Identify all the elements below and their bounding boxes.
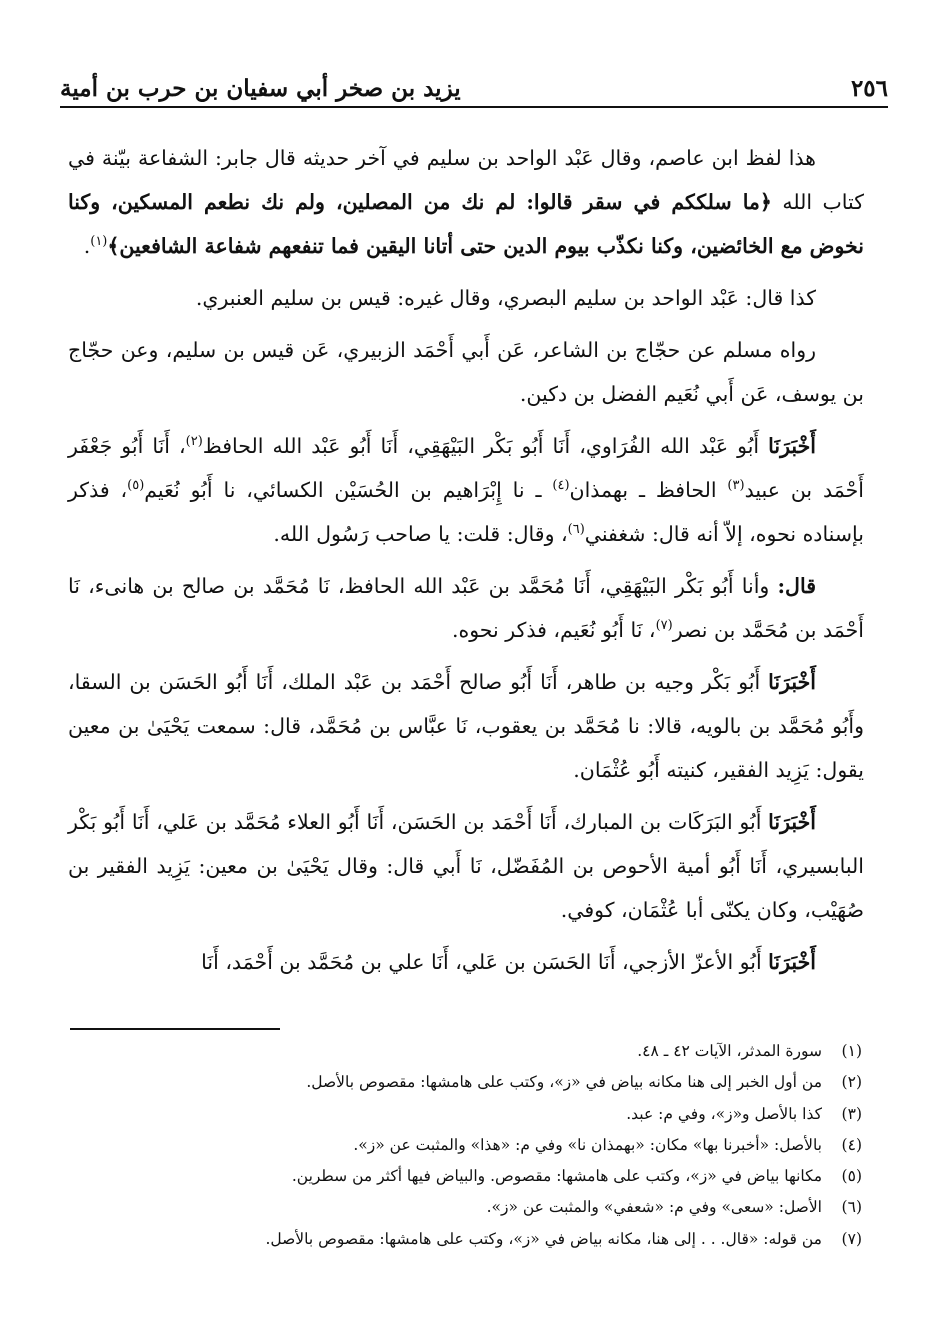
footnote-text: من قوله: «قال. . . إلى هنا، مكانه بياض في «ز»، وكتب على هامشها: مقصوص بالأصل. (265, 1229, 822, 1248)
paragraph-5: قال: وأنا أَبُو بَكْر البَيْهَقِي، أَنَا مُحَمَّد بن عَبْد الله الحافظ، نَا مُحَمَّد بن صالح بن هانىء، نَا أَحْمَد بن مُحَمَّد بن نصر$^{(٧)}$، نَا أَبُو نُعَيم، فذكر نحوه. (68, 574, 864, 642)
footnote (70, 1224, 862, 1255)
footnote-ref-6[interactable]: (٦) (567, 522, 585, 538)
footnote-ref-5[interactable]: (٥) (127, 478, 145, 494)
footnote-number: (٥) (841, 1167, 862, 1186)
running-title: يزيد بن صخر أبي سفيان بن حرب بن أمية (60, 75, 461, 102)
chain-lead: أَخْبَرَنَا (768, 810, 816, 834)
footnote (70, 1036, 862, 1067)
footnote-number: (٢) (841, 1073, 862, 1092)
footnote-text: مكانها بياض في «ز»، وكتب على هامشها: مقصوص. والبياض فيها أكثر من سطرين. (291, 1167, 822, 1186)
paragraph-1: هذا لفظ ابن عاصم، وقال عَبْد الواحد بن سليم في آخر حديثه قال جابر: الشفاعة بيّنة في كتاب الله ﴿ما سلككم في سقر قالوا: لم نك من المصلين، ولم نك نطعم المسكين، وكنا نخوض مع الخائضين، وكنا نكذّب بيوم الدين حتى أتانا اليقين فما تنفعهم شفاعة الشافعين﴾$^{(١)}$. (68, 146, 864, 258)
paragraph-3: رواه مسلم عن حجّاج بن الشاعر، عَن أَبي أَحْمَد الزبيري، عَن قيس بن سليم، وعن حجّاج بن يوسف، عَن أَبي نُعَيم الفضل بن دكين. (68, 338, 864, 406)
footnote-number: (٦) (841, 1198, 862, 1217)
footnote-ref-2[interactable]: (٢) (185, 434, 203, 450)
footnote-ref-4[interactable]: (٤) (552, 478, 570, 494)
page-number: ٢٥٦ (850, 75, 888, 102)
footnote (70, 1067, 862, 1098)
paragraph-6: أَخْبَرَنَا أَبُو بَكْر وجيه بن طاهر، أَنَا أَبُو صالح أَحْمَد بن عَبْد الملك، أَنَا أَبُو الحَسَن بن السقا، وأَبُو مُحَمَّد بن بالويه، قالا: نا مُحَمَّد بن يعقوب، نَا عبَّاس بن مُحَمَّد، قال: سمعت يَحْيَىٰ بن معين يقول: يَزِيد الفقير، كنيته أَبُو عُثْمَان. (68, 670, 864, 782)
quran-verse: ﴿ما سلككم في سقر قالوا: لم نك من المصلين، ولم نك نطعم المسكين، وكنا نخوض مع الخائضين، وكنا نكذّب بيوم الدين حتى أتانا اليقين فما تنفعهم شفاعة الشافعين﴾ (68, 190, 864, 258)
footnote-text: بالأصل: «أخبرنا بها» مكان: «بهمذان نا» وفي م: «هذا» والمثبت عن «ز». (353, 1135, 822, 1154)
footnote-number: (٤) (841, 1135, 862, 1154)
footnotes (70, 1036, 862, 1255)
chain-lead: أَخْبَرَنَا (768, 434, 816, 458)
footnote-number: (٧) (841, 1229, 862, 1248)
footnote-rule (70, 1028, 280, 1030)
paragraph-8: أَخْبَرَنَا أَبُو الأعزّ الأزجي، أَنَا الحَسَن بن عَلي، أَنَا علي بن مُحَمَّد بن أَحْمَد، أَنَا (201, 950, 816, 974)
footnote-number: (٣) (841, 1104, 862, 1123)
paragraph-2: كذا قال: عَبْد الواحد بن سليم البصري، وقال غيره: قيس بن سليم العنبري. (195, 286, 816, 310)
header-rule (60, 106, 888, 108)
footnote-text: الأصل: «سعى» وفي م: «شعفي» والمثبت عن «ز». (486, 1198, 822, 1217)
footnote-text: من أول الخبر إلى هنا مكانه بياض في «ز»، وكتب على هامشها: مقصوص بالأصل. (306, 1073, 822, 1092)
footnote-ref-1[interactable]: (١) (90, 234, 108, 250)
footnote (70, 1192, 862, 1223)
paragraph-4: أَخْبَرَنَا أَبُو عَبْد الله الفُرَاوي، أَنَا أَبُو بَكْر البَيْهَقِي، أَنَا أَبُو عَبْد الله الحافظ$^{(٢)}$، أَنَا أَبُو جَعْفَر أَحْمَد بن عبيد$^{(٣)}$ الحافظ ـ بهمذان$^{(٤)}$ ـ نا إِبْرَاهيم بن الحُسَيْن الكسائي، نا أَبُو نُعَيم$^{(٥)}$، فذكر بإسناده نحوه، إلاّ أنه قال: شغفني$^{(٦)}$، وقال: قلت: يا صاحب رَسُول الله. (68, 434, 864, 546)
footnote-number: (١) (841, 1042, 862, 1060)
chain-lead: أَخْبَرَنَا (768, 670, 816, 694)
paragraph-7: أَخْبَرَنَا أَبُو البَرَكَات بن المبارك، أَنَا أَحْمَد بن الحَسَن، أَنَا أَبُو العلاء مُحَمَّد بن عَلي، أَنَا أَبُو بَكْر البابسيري، أَنَا أَبُو أمية الأحوص بن المُفَضّل، نَا أَبي قال: وقال يَحْيَىٰ بن معين: يَزِيد الفقير بن صُهَيْب، وكان يكنّى أبا عُثْمَان، كوفي. (68, 810, 864, 922)
footnote (70, 1130, 862, 1161)
footnote-text: سورة المدثر، الآيات ٤٢ ـ ٤٨. (637, 1042, 822, 1060)
running-header (60, 66, 888, 102)
main-text (68, 136, 864, 992)
chain-lead: قال: (777, 574, 816, 598)
footnote (70, 1099, 862, 1130)
footnote-ref-7[interactable]: (٧) (655, 618, 673, 634)
footnote-text: كذا بالأصل و«ز»، وفي م: عبد. (626, 1104, 822, 1123)
footnote-ref-3[interactable]: (٣) (727, 478, 745, 494)
footnote (70, 1161, 862, 1192)
chain-lead: أَخْبَرَنَا (768, 950, 816, 974)
